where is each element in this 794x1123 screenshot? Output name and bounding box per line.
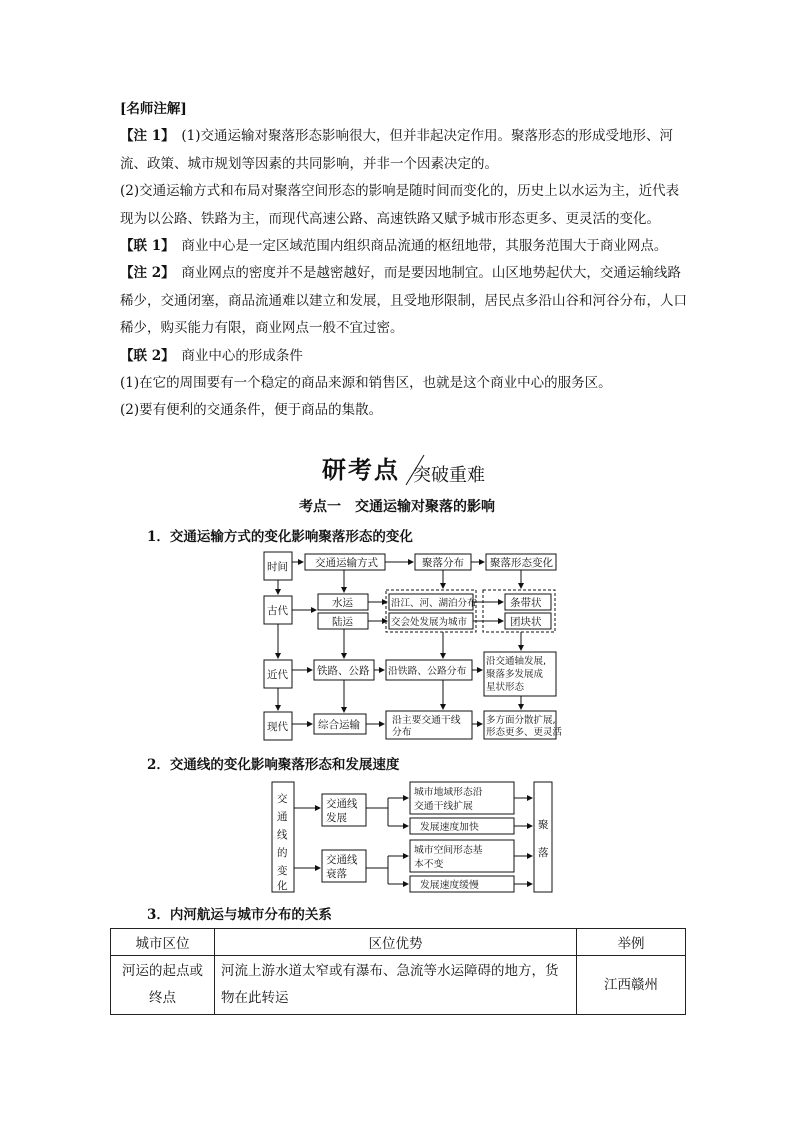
link-2-point-1: (1)在它的周围要有一个稳定的商品来源和销售区，也就是这个商业中心的服务区。 — [120, 375, 612, 392]
dec-label-1: 交通线 — [326, 854, 358, 866]
integrated-label: 综合运输 — [318, 719, 360, 731]
change-char-2: 线 — [277, 829, 288, 841]
water-label: 水运 — [332, 597, 353, 609]
note-1-text: (1)交通运输对聚落形态影响很大，但并非起决定作用。聚落形态的形成受地形、河流、政策、城市规划等因素的共同影响，并非一个因素决定的。 — [120, 128, 673, 172]
main-line-label-1: 沿主要交通干线 — [392, 715, 461, 726]
link-2-tag: 【联 2】 — [120, 347, 168, 364]
river-city-table — [110, 928, 686, 1015]
note-1 — [120, 123, 692, 178]
star-label-3: 星状形态 — [486, 682, 525, 693]
annotation-notes — [120, 96, 692, 425]
rail-road-label: 铁路、公路 — [317, 665, 370, 677]
note-1-part2: (2)交通运输方式和布局对聚落空间形态的影响是随时间而变化的，历史上以水运为主，近代表现为以公路、铁路为主，而现代高速公路、高速铁路又赋予城市形态更多、更灵活的变化。 — [120, 183, 680, 227]
link-2-text: 商业中心的形成条件 — [181, 347, 303, 364]
along-rivers-label: 沿江、河、湖泊分布 — [391, 598, 477, 609]
link-1-tag: 【联 1】 — [120, 238, 168, 255]
fast-label: 发展速度加快 — [420, 822, 479, 833]
dist-label: 聚落分布 — [422, 557, 464, 569]
note-2 — [120, 260, 692, 342]
settle-char-0: 聚 — [538, 819, 549, 831]
city-same-label-1: 城市空间形态基 — [414, 845, 483, 856]
along-rail-label: 沿铁路、公路分布 — [388, 666, 467, 677]
section-1-heading: 1．交通运输方式的变化影响聚落形态的变化 — [147, 529, 413, 545]
note-2-text: 商业网点的密度并不是越密越好，而是要因地制宜。山区地势起伏大，交通运输线路稀少，交通闭塞，商品流通难以建立和发展，且受地形限制，居民点多沿山谷和河谷分布，人口稀少，购买能力有限，商业网点一般不宜过密。 — [120, 265, 687, 337]
section-banner — [0, 449, 794, 489]
change-char-1: 通 — [277, 811, 288, 823]
row1-location: 河运的起点或终点 — [111, 956, 215, 1015]
notes-header: [名师注解] — [120, 101, 187, 117]
contemporary-label: 现代 — [267, 721, 288, 733]
main-line-label-2: 分布 — [392, 727, 412, 738]
cluster-label: 团块状 — [510, 616, 542, 628]
star-label-1: 沿交通轴发展, — [486, 656, 547, 667]
change-char-3: 的 — [277, 847, 288, 859]
banner-left-text: 研考点 — [322, 456, 400, 484]
junction-label: 交会处发展为城市 — [391, 617, 468, 628]
form-label: 聚落形态变化 — [490, 557, 553, 569]
table-header-row — [111, 929, 686, 956]
table-row — [111, 956, 686, 1015]
transport-line-diagram — [270, 778, 556, 896]
settle-box — [534, 782, 552, 892]
kaodian-title: 考点一 交通运输对聚落的影响 — [299, 499, 495, 515]
land-label: 陆运 — [332, 616, 353, 628]
multi-label-1: 多方面分散扩展, — [486, 715, 556, 726]
slow-label: 发展速度缓慢 — [420, 880, 479, 891]
link-2-point-2: (2)要有便利的交通条件，便于商品的集散。 — [120, 402, 383, 419]
row1-advantage: 河流上游水道太窄或有瀑布、急流等水运障碍的地方，货物在此转运 — [215, 956, 577, 1015]
dec-label-2: 衰落 — [326, 868, 347, 880]
ancient-label: 古代 — [267, 605, 288, 617]
col-example-header: 举例 — [577, 929, 686, 956]
note-2-tag: 【注 2】 — [120, 265, 168, 282]
multi-label-2: 形态更多、更灵活 — [486, 727, 562, 738]
col-location-header: 城市区位 — [111, 929, 215, 956]
city-same-label-2: 本不变 — [414, 859, 444, 870]
link-1 — [120, 233, 692, 260]
transport-mode-diagram — [262, 548, 562, 748]
note-1-tag: 【注 1】 — [120, 128, 168, 145]
dev-label-2: 发展 — [326, 812, 347, 824]
dev-label-1: 交通线 — [326, 798, 358, 810]
link-2 — [120, 343, 692, 370]
change-char-0: 交 — [277, 793, 288, 805]
section-2-heading: 2．交通线的变化影响聚落形态和发展速度 — [147, 757, 400, 773]
time-label: 时间 — [267, 561, 288, 573]
section-3-heading: 3．内河航运与城市分布的关系 — [147, 907, 332, 923]
city-ext-label-2: 交通干线扩展 — [414, 801, 473, 812]
settle-char-1: 落 — [538, 847, 549, 859]
change-char-4: 变 — [277, 865, 288, 877]
city-ext-label-1: 城市地域形态沿 — [414, 787, 483, 798]
row1-example: 江西赣州 — [577, 956, 686, 1015]
modern-early-label: 近代 — [267, 669, 288, 681]
strip-label: 条带状 — [510, 597, 542, 609]
link-1-text: 商业中心是一定区域范围内组织商品流通的枢纽地带，其服务范围大于商业网点。 — [181, 238, 668, 255]
col-advantage-header: 区位优势 — [215, 929, 577, 956]
mode-label: 交通运输方式 — [315, 557, 378, 569]
change-char-5: 化 — [277, 880, 288, 892]
banner-right-text: 突破重难 — [413, 465, 485, 486]
star-label-2: 聚落多发展成 — [486, 669, 544, 680]
